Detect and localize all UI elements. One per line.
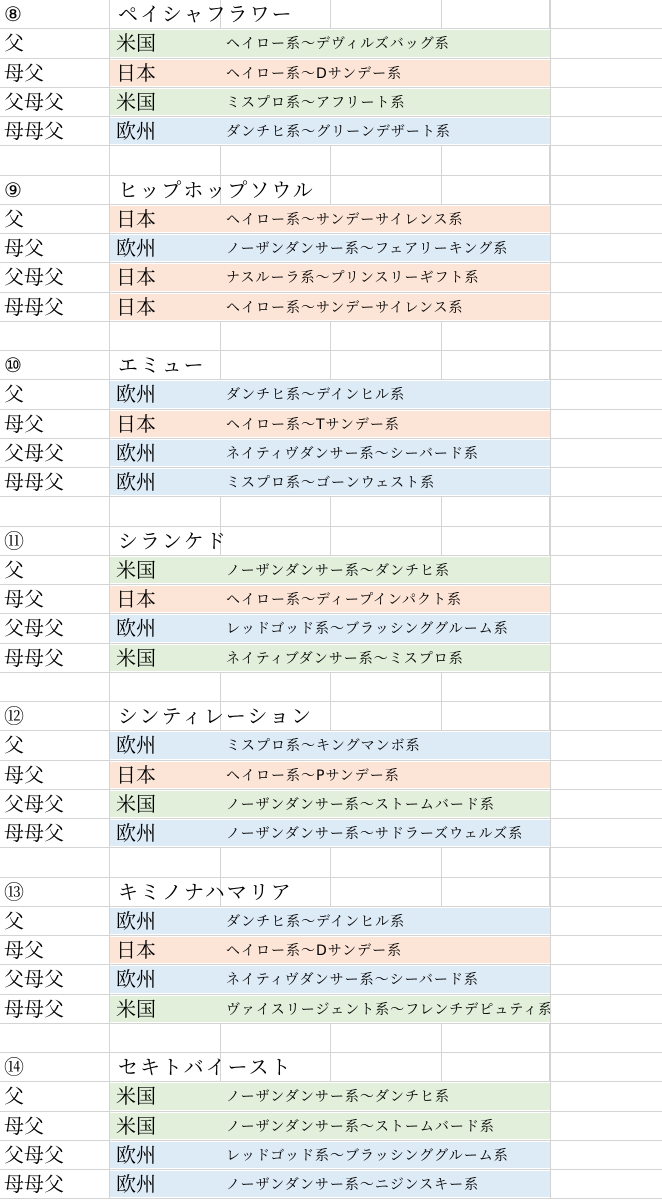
relation-cell[interactable] — [0, 1141, 110, 1169]
lineage-label: ノーザンダンサー系〜ダンチヒ系 — [226, 1089, 451, 1106]
region-label: 欧州 — [116, 236, 156, 260]
relation-label: 父母父 — [4, 791, 64, 816]
empty-cell[interactable] — [110, 673, 550, 701]
relation-label: 父 — [4, 206, 24, 231]
region-label: 欧州 — [116, 470, 156, 494]
lineage-label: ダンチヒ系〜デインヒル系 — [226, 387, 406, 404]
empty-cell[interactable] — [550, 936, 662, 964]
lineage-label: ダンチヒ系〜デインヒル系 — [226, 913, 406, 930]
empty-cell[interactable] — [550, 117, 662, 145]
region-label: 米国 — [116, 996, 156, 1021]
relation-cell[interactable] — [0, 1112, 110, 1140]
empty-cell[interactable] — [0, 1024, 110, 1052]
lineage-cell[interactable] — [110, 293, 550, 321]
relation-label: 父母父 — [4, 616, 64, 641]
empty-cell[interactable] — [550, 1024, 662, 1052]
relation-cell[interactable] — [0, 468, 110, 496]
lineage-label: ノーザンダンサー系〜ダンチヒ系 — [226, 562, 451, 579]
relation-cell[interactable] — [0, 263, 110, 291]
empty-cell[interactable] — [550, 176, 662, 204]
relation-cell[interactable] — [0, 731, 110, 759]
blank-row — [0, 322, 662, 351]
horse-header-row — [0, 176, 662, 205]
pedigree-row — [0, 59, 662, 88]
lineage-label: ミスプロ系〜アフリート系 — [226, 94, 406, 111]
lineage-label: ヘイロー系〜デヴィルズバッグ系 — [226, 36, 450, 53]
empty-cell[interactable] — [550, 673, 662, 701]
region-label: 米国 — [116, 89, 156, 114]
relation-cell[interactable] — [0, 761, 110, 789]
lineage-cell[interactable] — [110, 761, 550, 789]
horse-header-row — [0, 0, 662, 29]
relation-cell[interactable] — [0, 380, 110, 408]
horse-number-cell[interactable] — [0, 878, 110, 906]
pedigree-row — [0, 88, 662, 117]
pedigree-row — [0, 117, 662, 146]
lineage-label: ヘイロー系〜Dサンデー系 — [226, 65, 403, 82]
empty-cell[interactable] — [550, 731, 662, 759]
relation-cell[interactable] — [0, 117, 110, 145]
empty-cell[interactable] — [550, 29, 662, 57]
lineage-cell[interactable] — [110, 234, 550, 262]
empty-cell[interactable] — [550, 439, 662, 467]
lineage-label: ミスプロ系〜キングマンボ系 — [226, 738, 421, 755]
empty-cell[interactable] — [550, 234, 662, 262]
region-label: 米国 — [116, 31, 156, 56]
horse-name: セキトバイースト — [118, 1055, 293, 1079]
lineage-cell[interactable] — [110, 907, 550, 935]
empty-cell[interactable] — [550, 497, 662, 525]
lineage-cell[interactable] — [110, 556, 550, 584]
pedigree-row — [0, 1082, 662, 1111]
lineage-cell[interactable] — [110, 995, 554, 1023]
horse-name: ペイシャフラワー — [118, 2, 294, 26]
empty-cell[interactable] — [550, 1053, 662, 1081]
region-label: 米国 — [116, 791, 156, 816]
horse-number: ⑬ — [4, 879, 24, 904]
blank-row — [0, 497, 662, 526]
lineage-label: ヘイロー系〜Pサンデー系 — [226, 767, 400, 784]
horse-number-cell[interactable] — [0, 351, 110, 379]
lineage-cell[interactable] — [110, 263, 550, 291]
empty-cell[interactable] — [0, 673, 110, 701]
empty-cell[interactable] — [550, 556, 662, 584]
region-label: 日本 — [116, 265, 156, 290]
relation-label: 母母父 — [4, 996, 64, 1021]
relation-cell[interactable] — [0, 556, 110, 584]
pedigree-row — [0, 819, 662, 848]
empty-cell[interactable] — [550, 1170, 662, 1198]
relation-label: 父母父 — [4, 1142, 64, 1167]
horse-number: ⑫ — [4, 704, 24, 728]
empty-cell[interactable] — [550, 380, 662, 408]
relation-label: 母母父 — [4, 1172, 64, 1196]
empty-cell[interactable] — [0, 497, 110, 525]
lineage-cell[interactable] — [110, 205, 550, 233]
empty-cell[interactable] — [550, 585, 662, 613]
relation-label: 父母父 — [4, 967, 64, 992]
region-label: 欧州 — [116, 733, 156, 758]
pedigree-row — [0, 29, 662, 58]
region-label: 欧州 — [116, 1172, 156, 1196]
horse-name: エミュー — [118, 353, 206, 377]
relation-label: 母父 — [4, 1113, 44, 1138]
empty-cell[interactable] — [550, 351, 662, 379]
relation-label: 父 — [4, 31, 24, 56]
lineage-cell[interactable] — [110, 819, 550, 847]
relation-cell[interactable] — [0, 965, 110, 993]
lineage-cell[interactable] — [110, 614, 550, 642]
relation-label: 父 — [4, 908, 24, 933]
region-label: 欧州 — [116, 119, 156, 143]
pedigree-row — [0, 1170, 662, 1199]
horse-name-cell[interactable] — [110, 1053, 550, 1081]
lineage-cell[interactable] — [110, 1112, 550, 1140]
empty-cell[interactable] — [550, 1112, 662, 1140]
relation-label: 父 — [4, 733, 24, 758]
horse-number: ⑧ — [4, 2, 22, 26]
relation-cell[interactable] — [0, 59, 110, 87]
pedigree-row — [0, 205, 662, 234]
lineage-label: ネイティブダンサー系〜ミスプロ系 — [226, 650, 464, 667]
lineage-cell[interactable] — [110, 644, 550, 672]
lineage-cell[interactable] — [110, 965, 550, 993]
relation-cell[interactable] — [0, 410, 110, 438]
empty-cell[interactable] — [550, 644, 662, 672]
horse-number-cell[interactable] — [0, 527, 110, 555]
horse-header-row — [0, 702, 662, 731]
lineage-label: ヘイロー系〜Tサンデー系 — [226, 416, 400, 433]
pedigree-row — [0, 234, 662, 263]
relation-label: 父 — [4, 557, 24, 582]
relation-cell[interactable] — [0, 790, 110, 818]
region-label: 日本 — [116, 206, 156, 231]
lineage-label: ノーザンダンサー系〜ニジンスキー系 — [226, 1177, 480, 1193]
relation-cell[interactable] — [0, 995, 110, 1023]
horse-header-row — [0, 878, 662, 907]
empty-cell[interactable] — [550, 410, 662, 438]
empty-cell[interactable] — [550, 702, 662, 730]
relation-cell[interactable] — [0, 234, 110, 262]
lineage-cell[interactable] — [110, 380, 550, 408]
empty-cell[interactable] — [550, 761, 662, 789]
relation-label: 父 — [4, 382, 24, 407]
region-label: 米国 — [116, 645, 156, 670]
lineage-label: ヘイロー系〜ディープインパクト系 — [226, 592, 462, 608]
lineage-cell[interactable] — [110, 731, 550, 759]
pedigree-row — [0, 468, 662, 497]
empty-cell[interactable] — [0, 146, 110, 174]
blank-row — [0, 673, 662, 702]
empty-cell[interactable] — [550, 790, 662, 818]
lineage-cell[interactable] — [110, 468, 550, 496]
lineage-cell[interactable] — [110, 117, 550, 145]
empty-cell[interactable] — [550, 1141, 662, 1169]
region-label: 日本 — [116, 294, 156, 319]
horse-number: ⑨ — [4, 177, 22, 202]
empty-cell[interactable] — [550, 995, 662, 1023]
empty-cell[interactable] — [110, 497, 550, 525]
empty-cell[interactable] — [550, 322, 662, 350]
blank-row — [0, 146, 662, 175]
lineage-label: ノーザンダンサー系〜ストームバード系 — [226, 1118, 495, 1135]
empty-cell[interactable] — [110, 322, 550, 350]
relation-label: 父 — [4, 1084, 24, 1109]
blank-row — [0, 1024, 662, 1053]
relation-cell[interactable] — [0, 1170, 110, 1198]
empty-cell[interactable] — [550, 614, 662, 642]
lineage-label: レッドゴッド系〜ブラッシンググルーム系 — [226, 1147, 509, 1164]
relation-label: 母父 — [4, 587, 44, 611]
lineage-label: ヘイロー系〜サンデーサイレンス系 — [226, 299, 464, 316]
region-label: 欧州 — [116, 821, 156, 845]
pedigree-row — [0, 410, 662, 439]
empty-cell[interactable] — [110, 1024, 550, 1052]
empty-cell[interactable] — [110, 848, 550, 876]
lineage-label: ヴァイスリージェント系〜フレンチデピュティ系 — [226, 1001, 554, 1018]
relation-label: 母母父 — [4, 645, 64, 670]
region-label: 欧州 — [116, 967, 156, 992]
region-label: 米国 — [116, 557, 156, 582]
empty-cell[interactable] — [550, 88, 662, 116]
pedigree-row — [0, 731, 662, 760]
lineage-label: レッドゴッド系〜ブラッシンググルーム系 — [226, 621, 509, 638]
pedigree-row — [0, 790, 662, 819]
empty-cell[interactable] — [550, 59, 662, 87]
relation-label: 母母父 — [4, 470, 64, 494]
relation-cell[interactable] — [0, 88, 110, 116]
horse-name: シランケド — [118, 528, 228, 553]
pedigree-row — [0, 936, 662, 965]
lineage-cell[interactable] — [110, 88, 550, 116]
horse-name-cell[interactable] — [110, 527, 550, 555]
empty-cell[interactable] — [550, 819, 662, 847]
relation-label: 母父 — [4, 411, 44, 436]
relation-cell[interactable] — [0, 907, 110, 935]
lineage-cell[interactable] — [110, 29, 550, 57]
horse-number-cell[interactable] — [0, 1053, 110, 1081]
horse-name-cell[interactable] — [110, 702, 550, 730]
lineage-cell[interactable] — [110, 59, 550, 87]
lineage-label: ヘイロー系〜サンデーサイレンス系 — [226, 211, 464, 228]
pedigree-row — [0, 1112, 662, 1141]
relation-label: 母父 — [4, 60, 44, 85]
empty-cell[interactable] — [550, 878, 662, 906]
horse-number-cell[interactable] — [0, 0, 110, 28]
empty-cell[interactable] — [550, 527, 662, 555]
relation-cell[interactable] — [0, 614, 110, 642]
empty-cell[interactable] — [110, 146, 550, 174]
lineage-label: ネイティヴダンサー系〜シーバード系 — [226, 445, 479, 462]
horse-name: ヒップホップソウル — [118, 177, 315, 202]
empty-cell[interactable] — [550, 1082, 662, 1110]
lineage-cell[interactable] — [110, 936, 550, 964]
horse-number-cell[interactable] — [0, 702, 110, 730]
pedigree-row — [0, 965, 662, 994]
empty-cell[interactable] — [550, 965, 662, 993]
lineage-cell[interactable] — [110, 439, 550, 467]
pedigree-row — [0, 293, 662, 322]
horse-name-cell[interactable] — [110, 176, 550, 204]
horse-number: ⑪ — [4, 528, 24, 553]
lineage-cell[interactable] — [110, 410, 550, 438]
pedigree-row — [0, 907, 662, 936]
horse-number: ⑩ — [4, 353, 22, 377]
pedigree-row — [0, 556, 662, 585]
region-label: 日本 — [116, 587, 156, 611]
lineage-label: ノーザンダンサー系〜サドラーズウェルズ系 — [226, 826, 524, 842]
relation-label: 母父 — [4, 236, 44, 260]
lineage-label: ダンチヒ系〜グリーンデザート系 — [226, 124, 451, 140]
relation-label: 母母父 — [4, 119, 64, 143]
region-label: 欧州 — [116, 382, 156, 407]
pedigree-row — [0, 439, 662, 468]
region-label: 日本 — [116, 762, 156, 787]
empty-cell[interactable] — [550, 468, 662, 496]
empty-cell[interactable] — [0, 322, 110, 350]
lineage-cell[interactable] — [110, 585, 550, 613]
pedigree-row — [0, 585, 662, 614]
lineage-cell[interactable] — [110, 790, 550, 818]
lineage-label: ミスプロ系〜ゴーンウェスト系 — [226, 475, 436, 491]
lineage-label: ノーザンダンサー系〜ストームバード系 — [226, 796, 495, 813]
relation-cell[interactable] — [0, 936, 110, 964]
relation-cell[interactable] — [0, 293, 110, 321]
lineage-label: ナスルーラ系〜プリンスリーギフト系 — [226, 270, 480, 287]
region-label: 欧州 — [116, 908, 156, 933]
region-label: 欧州 — [116, 616, 156, 641]
horse-name-cell[interactable] — [110, 878, 550, 906]
pedigree-row — [0, 263, 662, 292]
empty-cell[interactable] — [550, 293, 662, 321]
horse-number: ⑭ — [4, 1055, 24, 1079]
relation-label: 父母父 — [4, 265, 64, 290]
empty-cell[interactable] — [550, 848, 662, 876]
relation-label: 母母父 — [4, 821, 64, 845]
region-label: 日本 — [116, 60, 156, 85]
empty-cell[interactable] — [550, 205, 662, 233]
pedigree-row — [0, 995, 662, 1024]
region-label: 日本 — [116, 938, 156, 962]
relation-cell[interactable] — [0, 819, 110, 847]
empty-cell[interactable] — [550, 263, 662, 291]
lineage-label: ヘイロー系〜Dサンデー系 — [226, 943, 403, 959]
horse-number-cell[interactable] — [0, 176, 110, 204]
lineage-cell[interactable] — [110, 1141, 550, 1169]
empty-cell[interactable] — [550, 0, 662, 28]
horse-header-row — [0, 527, 662, 556]
empty-cell[interactable] — [0, 848, 110, 876]
region-label: 米国 — [116, 1113, 156, 1138]
relation-cell[interactable] — [0, 1082, 110, 1110]
horse-name: シンティレーション — [118, 704, 314, 728]
pedigree-row — [0, 644, 662, 673]
lineage-label: ノーザンダンサー系〜フェアリーキング系 — [226, 241, 509, 257]
pedigree-row — [0, 614, 662, 643]
horse-header-row — [0, 1053, 662, 1082]
relation-label: 母母父 — [4, 294, 64, 319]
horse-name: キミノナハマリア — [118, 879, 293, 904]
empty-cell[interactable] — [550, 146, 662, 174]
relation-cell[interactable] — [0, 205, 110, 233]
horse-header-row — [0, 351, 662, 380]
region-label: 日本 — [116, 411, 156, 436]
horse-name-cell[interactable] — [110, 0, 550, 28]
relation-cell[interactable] — [0, 29, 110, 57]
blank-row — [0, 848, 662, 877]
region-label: 欧州 — [116, 1142, 156, 1167]
pedigree-row — [0, 1141, 662, 1170]
relation-label: 母父 — [4, 762, 44, 787]
empty-cell[interactable] — [550, 907, 662, 935]
lineage-label: ネイティヴダンサー系〜シーバード系 — [226, 972, 479, 989]
lineage-cell[interactable] — [110, 1170, 550, 1198]
relation-label: 母父 — [4, 938, 44, 962]
lineage-cell[interactable] — [110, 1082, 550, 1110]
region-label: 米国 — [116, 1084, 156, 1109]
relation-cell[interactable] — [0, 644, 110, 672]
relation-label: 父母父 — [4, 89, 64, 114]
pedigree-row — [0, 761, 662, 790]
relation-label: 父母父 — [4, 440, 64, 465]
relation-cell[interactable] — [0, 585, 110, 613]
relation-cell[interactable] — [0, 439, 110, 467]
horse-name-cell[interactable] — [110, 351, 550, 379]
pedigree-row — [0, 380, 662, 409]
region-label: 欧州 — [116, 440, 156, 465]
